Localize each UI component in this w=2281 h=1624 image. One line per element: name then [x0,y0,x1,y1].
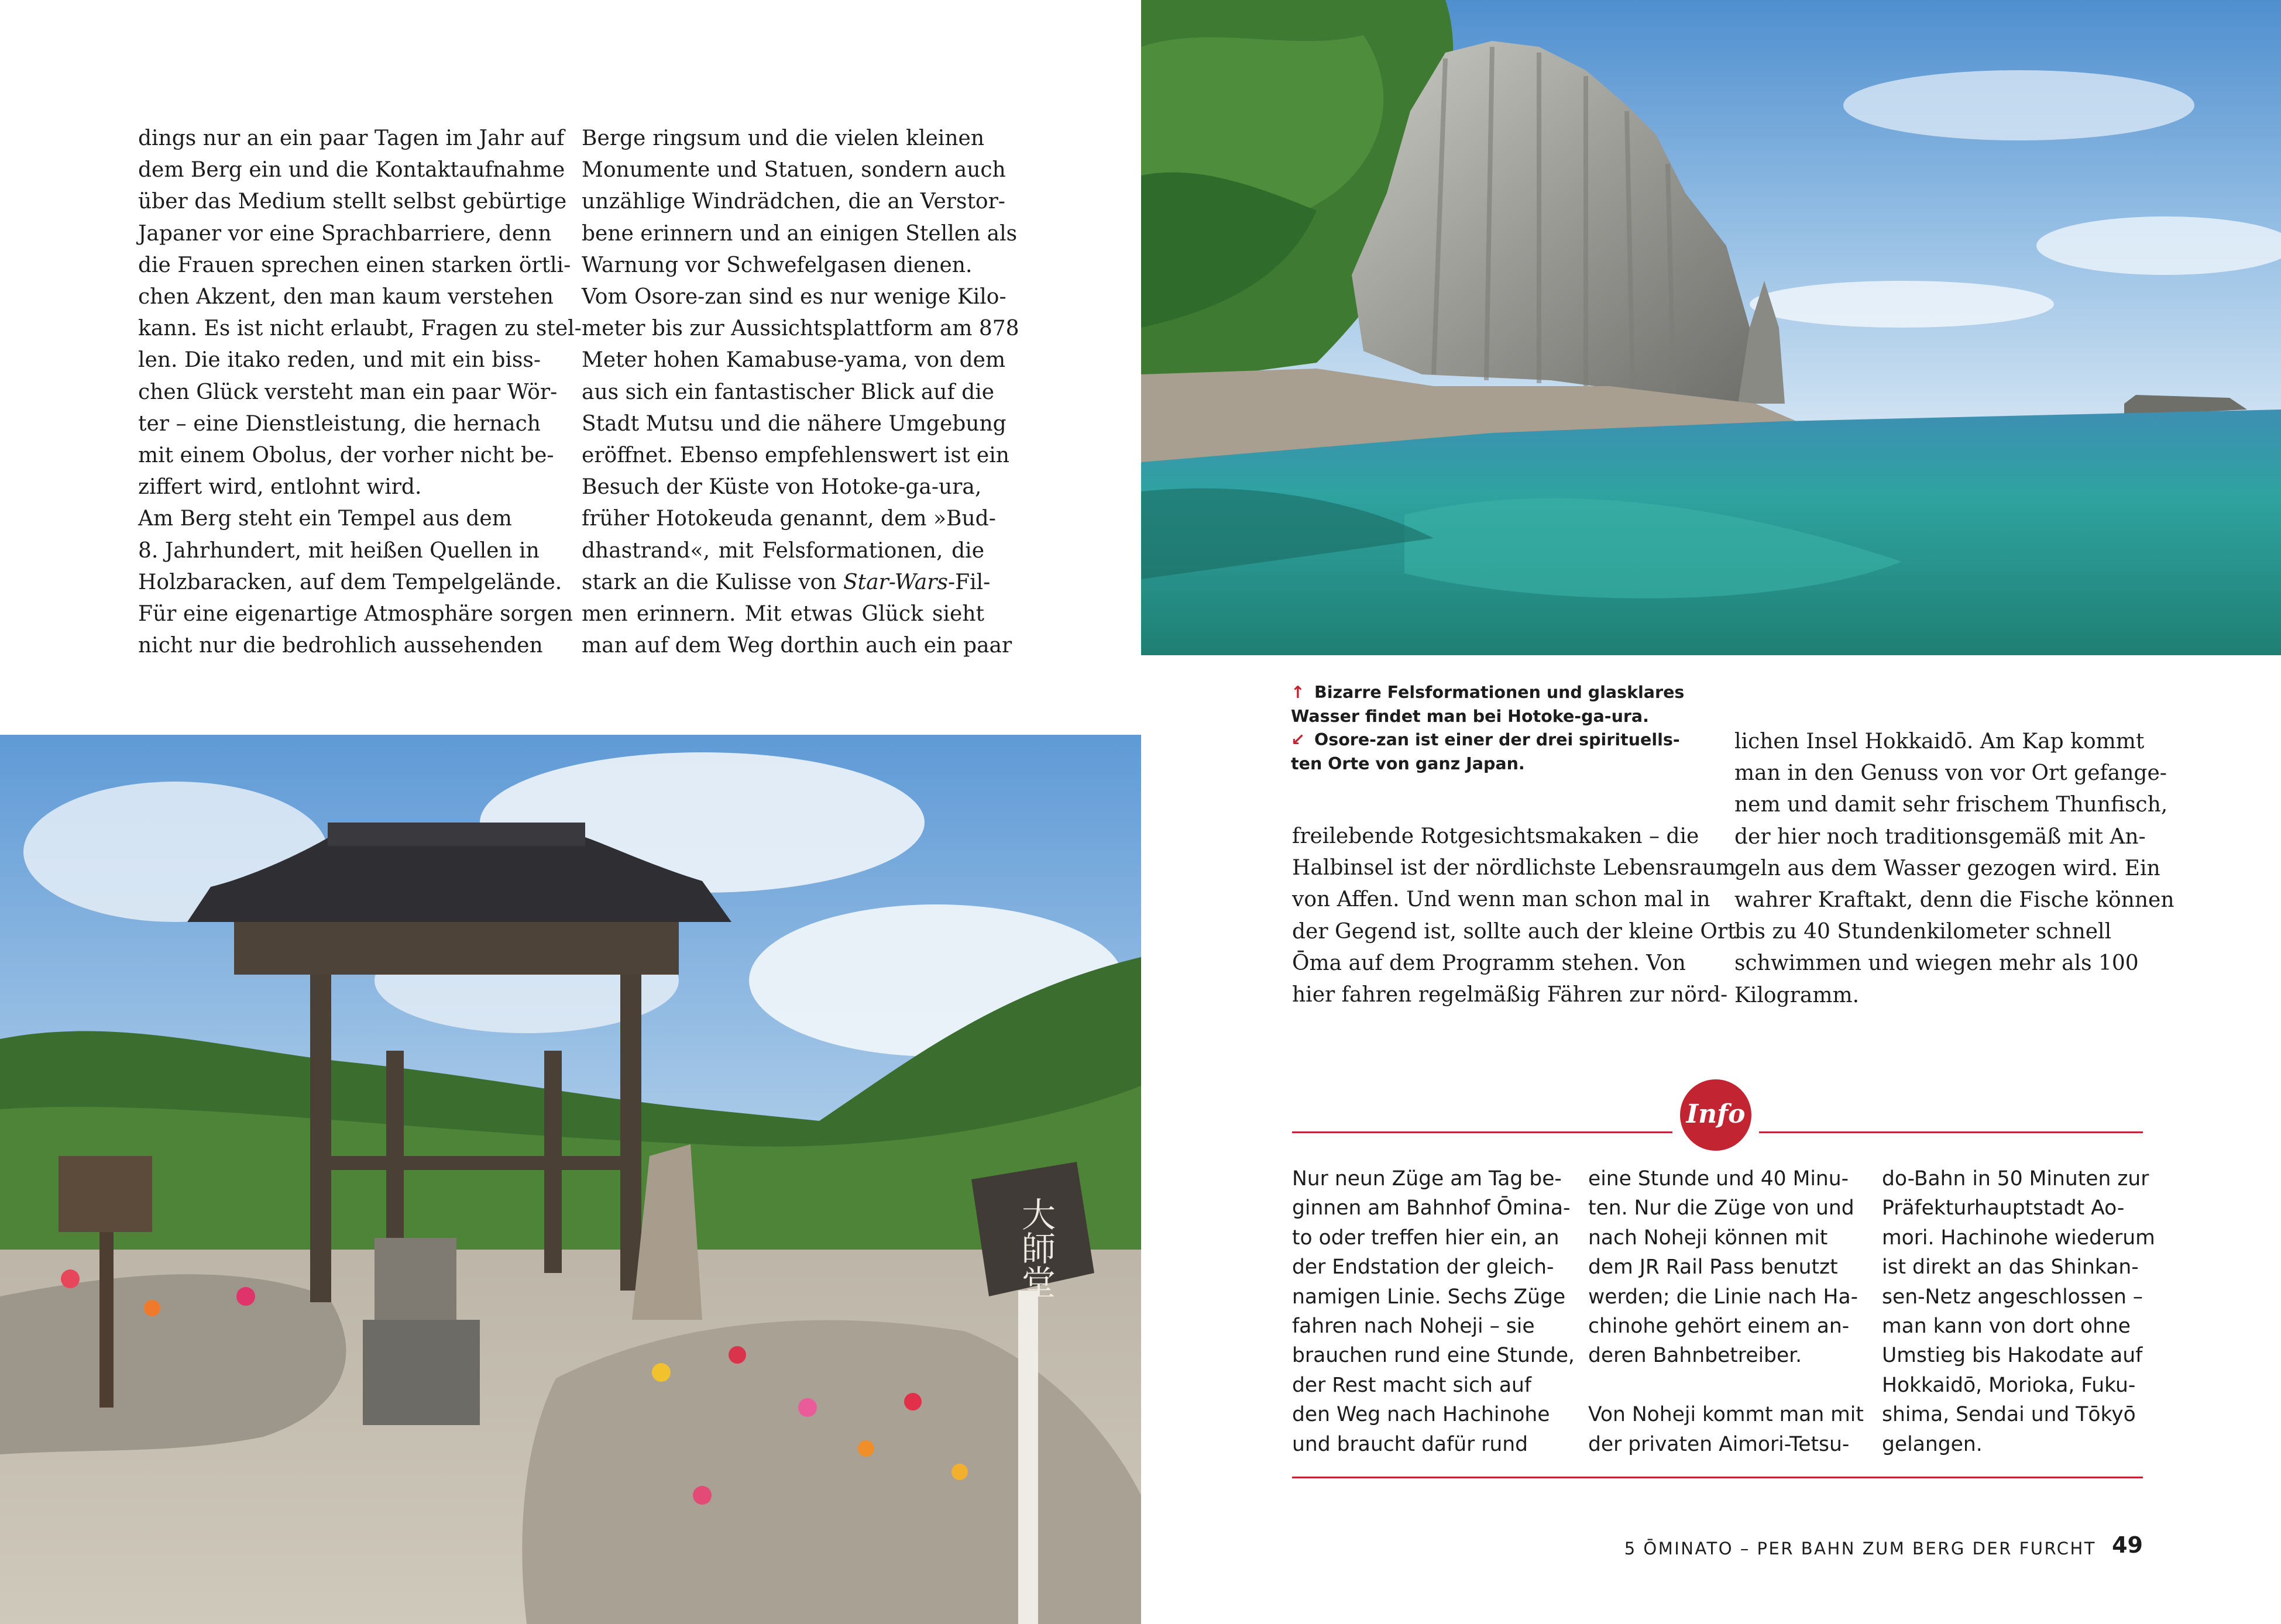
text-line: ziffert wird, entlohnt wird. [138,475,422,500]
info-line: gelangen. [1882,1432,1983,1456]
text-line: Japaner vor eine Sprachbarriere, denn [138,221,552,246]
text-line-starwars [582,567,991,598]
text-line: dem Berg ein und die Kontaktaufnahme [138,158,565,183]
text-line: Kilogramm. [1734,983,1860,1007]
info-line: und braucht dafür rund [1292,1432,1528,1456]
text-line: kann. Es ist nicht erlaubt, Fragen zu stel- [138,316,582,341]
info-line: Von Noheji kommt man mit [1588,1403,1864,1427]
text-line: bis zu 40 Stundenkilometer schnell [1734,920,2112,944]
caption-line [1291,728,1684,752]
text-column-right-b [1734,726,2174,1011]
text-line: mit einem Obolus, der vorher nicht be- [138,443,554,468]
text-line: man in den Genuss von vor Ort gefange- [1734,761,2167,786]
text-line: wahrer Kraftakt, denn die Fische können [1734,888,2174,913]
info-column-2 [1588,1164,1864,1459]
text-fragment: stark an die Kulisse von [582,570,837,594]
text-line: len. Die itako reden, und mit ein biss- [138,348,541,373]
text-line: Am Berg steht ein Tempel aus dem [138,507,512,531]
photo-hotoke-ga-ura [1141,0,2281,655]
info-line: werden; die Linie nach Ha- [1588,1285,1859,1309]
text-column-middle [582,123,1019,662]
text-line: Stadt Mutsu und die nähere Umgebung [582,411,1006,436]
text-line: ter – eine Dienstleistung, die hernach [138,411,541,436]
info-line: shima, Sendai und Tōkyō [1882,1403,2136,1427]
info-line: brauchen rund eine Stunde, [1292,1344,1575,1368]
text-line: von Affen. Und wenn man schon mal in [1292,887,1710,912]
text-line: Für eine eigenartige Atmosphäre sorgen [138,602,573,627]
caption-text: Osore-zan ist einer der drei spirituells- [1314,730,1680,749]
caption-line [1291,681,1684,705]
text-line: der hier noch traditionsgemäß mit An- [1734,824,2146,849]
text-line: eröffnet. Ebenso empfehlenswert ist ein [582,443,1009,468]
info-rule-bottom [1292,1477,2143,1478]
info-line: Nur neun Züge am Tag be- [1292,1167,1562,1191]
text-column-right-a [1292,821,1736,1011]
text-line: Vom Osore-zan sind es nur wenige Kilo- [582,285,1006,309]
info-line: der Rest macht sich auf [1292,1373,1531,1397]
info-line: Umstieg bis Hakodate auf [1882,1344,2143,1368]
info-line: chinohe gehört einem an- [1588,1315,1850,1339]
info-line: sen-Netz angeschlossen – [1882,1285,2143,1309]
text-line: Warnung vor Schwefelgasen dienen. [582,253,973,277]
page-number: 49 [2112,1532,2143,1558]
info-line: deren Bahnbetreiber. [1588,1344,1802,1368]
text-line: nem und damit sehr frischem Thunfisch, [1734,793,2168,817]
info-column-3 [1882,1164,2155,1459]
text-line: dings nur an ein paar Tagen im Jahr auf [138,126,565,150]
text-line: früher Hotokeuda genannt, dem »Bud- [582,507,996,531]
text-line: Besuch der Küste von Hotoke-ga-ura, [582,475,982,500]
text-fragment: -Fil- [947,570,991,594]
text-column-left [138,123,582,662]
text-line: freilebende Rotgesichtsmakaken – die [1292,824,1699,848]
info-rule-top-right [1759,1131,2143,1133]
info-line: to oder treffen hier ein, an [1292,1226,1559,1250]
text-fragment-italic: Star-Wars [843,570,948,594]
info-line: Hokkaidō, Morioka, Fuku- [1882,1373,2136,1397]
info-line: do-Bahn in 50 Minuten zur [1882,1167,2149,1191]
info-line: ten. Nur die Züge von und [1588,1196,1854,1220]
info-line: fahren nach Noheji – sie [1292,1315,1535,1339]
text-line: Ōma auf dem Programm stehen. Von [1292,951,1686,975]
caption-text: Bizarre Felsformationen und glasklares [1314,683,1685,702]
caption-line: ten Orte von ganz Japan. [1291,753,1525,773]
text-line: Halbinsel ist der nördlichste Lebensraum [1292,856,1736,880]
info-line: dem JR Rail Pass benutzt [1588,1255,1838,1279]
text-line: unzählige Windrädchen, die an Verstor- [582,190,1005,214]
arrow-down-left-icon: ↙ [1291,730,1305,749]
info-line: der privaten Aimori-Tetsu- [1588,1432,1850,1456]
info-line: Präfekturhauptstadt Ao- [1882,1196,2125,1220]
photo-caption [1291,681,1684,776]
text-line: Monumente und Statuen, sondern auch [582,158,1006,183]
info-rule-top-left [1292,1131,1672,1133]
info-line: der Endstation der gleich- [1292,1255,1554,1279]
text-line: man auf dem Weg dorthin auch ein paar [582,634,1012,658]
text-line: lichen Insel Hokkaidō. Am Kap kommt [1734,730,2145,753]
caption-line: Wasser findet man bei Hotoke-ga-ura. [1291,706,1649,726]
arrow-up-icon: ↑ [1291,683,1305,702]
text-line: Holzbaracken, auf dem Tempelgelände. [138,570,562,594]
text-line: Berge ringsum und die vielen kleinen [582,126,984,150]
info-badge-label: Info [1686,1099,1746,1129]
info-line: ginnen am Bahnhof Ōmina- [1292,1196,1571,1220]
text-line: aus sich ein fantastischer Blick auf die [582,380,995,404]
info-line: man kann von dort ohne [1882,1315,2131,1339]
info-badge [1680,1079,1751,1151]
text-line: schwimmen und wiegen mehr als 100 [1734,951,2139,976]
text-line: über das Medium stellt selbst gebürtige [138,190,567,214]
info-line: eine Stunde und 40 Minu- [1588,1167,1849,1191]
photo-osore-zan-temple [0,735,1141,1624]
info-line-spacer [1588,1371,1846,1400]
chapter-title: 5 ŌMINATO – PER BAHN ZUM BERG DER FURCHT [1624,1539,2096,1558]
text-line: geln aus dem Wasser gezogen wird. Ein [1734,856,2160,880]
text-line: chen Glück versteht man ein paar Wör- [138,380,558,404]
text-line: nicht nur die bedrohlich aussehenden [138,634,543,658]
mailbox [59,1156,152,1232]
text-line: dhastrand«, mit Felsformationen, die [582,538,984,563]
text-line: meter bis zur Aussichtsplattform am 878 [582,316,1019,341]
info-line: ist direkt an das Shinkan- [1882,1255,2139,1279]
water-basin [363,1320,480,1425]
info-line: nach Noheji können mit [1588,1226,1828,1250]
text-line: men erinnern. Mit etwas Glück sieht [582,602,984,627]
info-column-1 [1292,1164,1575,1459]
info-line: mori. Hachinohe wiederum [1882,1226,2155,1250]
signpost-text: 大師堂 [1016,1197,1056,1299]
text-line: 8. Jahrhundert, mit heißen Quellen in [138,538,540,563]
text-line: hier fahren regelmäßig Fähren zur nörd- [1292,983,1728,1007]
text-line: der Gegend ist, sollte auch der kleine Ort [1292,919,1736,944]
text-line: Meter hohen Kamabuse-yama, von dem [582,348,1006,373]
info-line: den Weg nach Hachinohe [1292,1403,1550,1427]
running-footer [1624,1536,2096,1561]
text-line: chen Akzent, den man kaum verstehen [138,285,554,309]
info-line: namigen Linie. Sechs Züge [1292,1285,1566,1309]
text-line: bene erinnern und an einigen Stellen als [582,221,1018,246]
text-line: die Frauen sprechen einen starken örtli- [138,253,571,277]
